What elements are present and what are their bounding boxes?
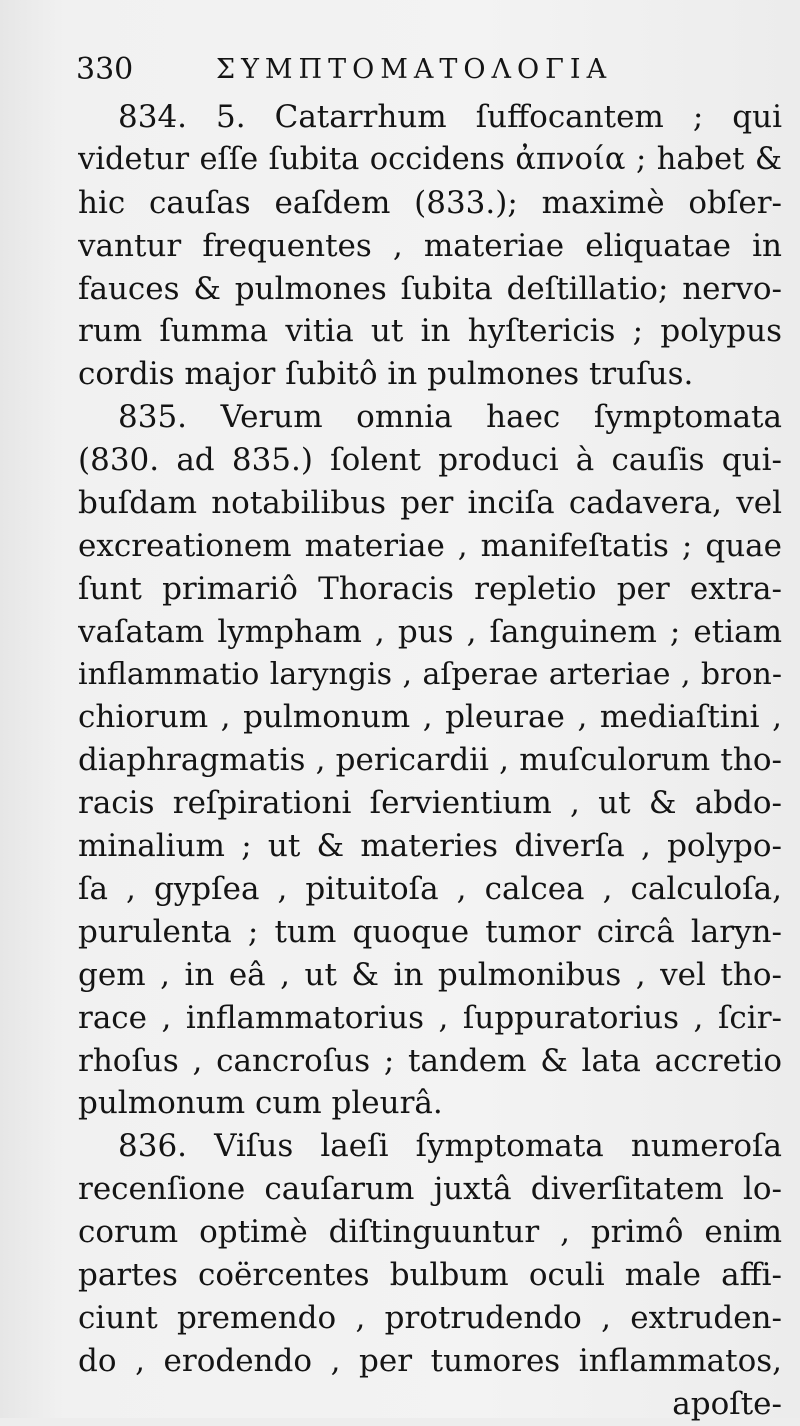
catchword: apoſte- [672, 1385, 782, 1422]
text-line: corum optimè diſtinguuntur , primô enim [78, 1214, 782, 1251]
text-line: 836. Viſus laeſi ſymptomata numeroſa [118, 1128, 782, 1165]
text-line: recenſione cauſarum juxtâ diverſitatem lo- [78, 1171, 782, 1208]
text-line: purulenta ; tum quoque tumor circâ laryn- [78, 913, 782, 950]
text-line: excreationem materiae , manifeſtatis ; quae [78, 527, 782, 564]
text-line: rhoſus , cancroſus ; tandem & lata accretio [78, 1042, 782, 1079]
running-title: ΣΥΜΠΤΟΜΑΤΟΛΟΓΙΑ [216, 54, 613, 85]
text-line: videtur eſſe ſubita occidens ἀπνοία ; habet & [78, 141, 782, 177]
text-line: ſa , gypſea , pituitoſa , calcea , calculoſa, [78, 871, 782, 908]
text-line: ciunt premendo , protrudendo , extruden- [78, 1299, 782, 1336]
text-line: chiorum , pulmonum , pleurae , mediaſtini , [78, 699, 782, 736]
text-line: racis reſpirationi ſervientium , ut & abdo- [78, 785, 782, 822]
text-line: vaſatam lympham , pus , ſanguinem ; etiam [78, 613, 782, 650]
text-line: pulmonum cum pleurâ. [78, 1085, 443, 1122]
text-line: minalium ; ut & materies diverſa , polypo- [78, 828, 782, 865]
text-line: ſunt primariô Thoracis repletio per extra- [78, 570, 782, 607]
text-line: 835. Verum omnia haec ſymptomata [118, 399, 782, 436]
text-line: buſdam notabilibus per inciſa cadavera, vel [78, 485, 782, 522]
text-line: 834. 5. Catarrhum ſuffocantem ; qui [118, 99, 782, 135]
text-line: rum ſumma vitia ut in hyſtericis ; polypus [78, 313, 782, 350]
text-line: inflammatio laryngis , aſperae arteriae , bron- [78, 656, 782, 692]
text-line: do , erodendo , per tumores inflammatos, [78, 1342, 782, 1379]
text-line: partes coërcentes bulbum oculi male affi- [78, 1257, 782, 1294]
page-number: 330 [76, 52, 134, 87]
page-header [76, 50, 776, 90]
text-line: diaphragmatis , pericardii , muſculorum tho- [78, 742, 782, 779]
text-line: race , inflammatorius , ſuppuratorius , ſcir- [78, 999, 782, 1036]
text-line: vantur frequentes , materiae eliquatae in [78, 227, 782, 264]
body-text [78, 96, 782, 1426]
text-line: fauces & pulmones ſubita deſtillatio; nervo- [78, 270, 782, 307]
text-line: hic cauſas eaſdem (833.); maximè obſer- [78, 184, 782, 221]
text-line: (830. ad 835.) ſolent produci à cauſis qui- [78, 442, 782, 479]
text-line: gem , in eâ , ut & in pulmonibus , vel tho- [78, 956, 782, 993]
text-line: cordis major ſubitô in pulmones truſus. [78, 356, 694, 393]
